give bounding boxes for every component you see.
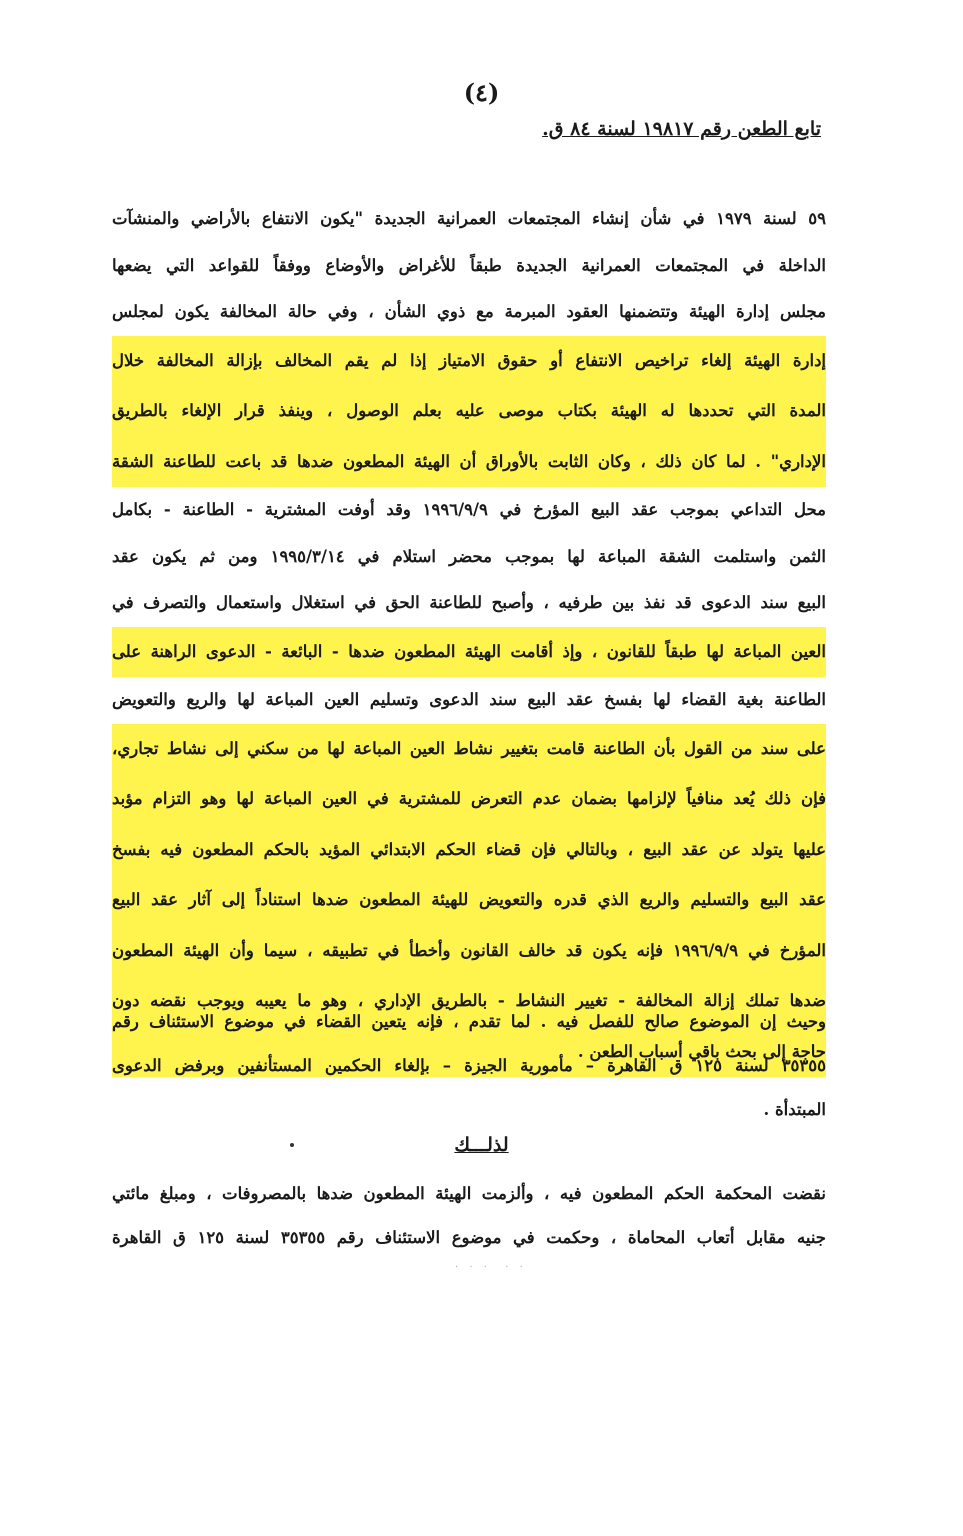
text-line: ٣٥٣٥٥ لسنة ١٢٥ ق القاهرة – مأمورية الجيزة – بإلغاء الحكمين المستأنفين وبرفض الدعوى: [112, 1056, 826, 1075]
case-reference: تابع الطعن رقم ١٩٨١٧ لسنة ٨٤ ق.: [542, 118, 821, 140]
text-line: محل التداعي بموجب عقد البيع المؤرخ في ١٩٩٦/٩/٩ وقد أوفت المشترية - الطاعنة - بكامل: [112, 500, 826, 519]
highlighted-text-line: المؤرخ في ١٩٩٦/٩/٩ فإنه يكون قد خالف القانون وأخطأ في تطبيقه ، سيما وأن الهيئة المطعون: [112, 926, 826, 977]
stray-mark: [290, 1143, 294, 1147]
paragraph-1: [112, 196, 826, 1077]
page-number: (٤): [463, 78, 500, 107]
text-line: الثمن واستلمت الشقة المباعة لها بموجب محضر استلام في ١٩٩٥/٣/١٤ ومن ثم يكون عقد: [112, 546, 826, 566]
text-line: الطاعنة بغية القضاء لها بفسخ عقد البيع سند الدعوى وتسليم العين المباعة لها والريع والتعويض: [112, 690, 826, 709]
section-heading: لذلـــك: [454, 1134, 509, 1156]
highlighted-text-line: الإداري" . لما كان ذلك ، وكان الثابت بالأوراق أن الهيئة المطعون ضدها قد باعت للطاعنة الشقة: [112, 437, 826, 488]
highlighted-text-line: فإن ذلك يُعد منافياً لإلزامها بضمان عدم التعرض للمشترية في العين المباعة لها وهو التزام مؤبد: [112, 774, 826, 825]
highlighted-text-line: عليها يتولد عن عقد البيع ، وبالتالي فإن قضاء الحكم الابتدائي المؤيد بالحكم المطعون فيه بفسخ: [112, 825, 826, 876]
text-line: وحيث إن الموضوع صالح للفصل فيه . لما تقدم ، فإنه يتعين القضاء في موضوع الاستئناف رقم: [112, 1012, 826, 1031]
highlighted-text-line: عقد البيع والتسليم والريع الذي قدره والتعويض للهيئة المطعون ضدها استناداً إلى آثار عقد البيع: [112, 875, 826, 926]
text-line: نقضت المحكمة الحكم المطعون فيه ، وألزمت الهيئة المطعون ضدها بالمصروفات ، ومبلغ مائتي: [112, 1184, 826, 1203]
text-line: جنيه مقابل أتعاب المحاماة ، وحكمت في موضوع الاستئناف رقم ٣٥٣٥٥ لسنة ١٢٥ ق القاهرة: [112, 1228, 826, 1247]
paragraph-3: [112, 1172, 826, 1260]
highlighted-text-line: حاجة إلى بحث باقي أسباب الطعن .: [112, 1027, 826, 1078]
paragraph-2: [112, 1000, 826, 1132]
text-line: الداخلة في المجتمعات العمرانية الجديدة طبقاً للأغراض والأوضاع ووفقاً للقواعد التي يضعها: [112, 255, 826, 275]
highlighted-text-line: العين المباعة لها طبقاً للقانون ، وإذ أقامت الهيئة المطعون ضدها - البائعة - الدعوى الراهنة على: [112, 627, 826, 678]
highlighted-text-line: ضدها تملك إزالة المخالفة - تغيير النشاط - بالطريق الإداري ، وهو ما يعيبه ويوجب نقضه دون: [112, 976, 826, 1027]
text-line: ٥٩ لسنة ١٩٧٩ في شأن إنشاء المجتمعات العمرانية الجديدة "يكون الانتفاع بالأراضي والمنشآت: [112, 209, 826, 228]
scan-noise: · · · · ·: [455, 1262, 527, 1273]
highlighted-text-line: المدة التي تحددها له الهيئة بكتاب موصى عليه بعلم الوصول ، وينفذ قرار الإلغاء بالطريق: [112, 386, 826, 437]
text-line: المبتدأة .: [763, 1100, 826, 1119]
highlighted-text-line: إدارة الهيئة إلغاء تراخيص الانتفاع أو حقوق الامتياز إذا لم يقم المخالف بإزالة المخالفة خلال: [112, 336, 826, 387]
text-line: مجلس إدارة الهيئة وتتضمنها العقود المبرمة مع ذوي الشأن ، وفي حالة المخالفة يكون لمجلس: [112, 302, 826, 321]
highlighted-text-line: على سند من القول بأن الطاعنة قامت بتغيير نشاط العين المباعة لها من سكني إلى نشاط تجاري،: [112, 724, 826, 775]
text-line: البيع سند الدعوى قد نفذ بين طرفيه ، وأصبح للطاعنة الحق في استغلال واستعمال والتصرف في: [112, 593, 826, 612]
